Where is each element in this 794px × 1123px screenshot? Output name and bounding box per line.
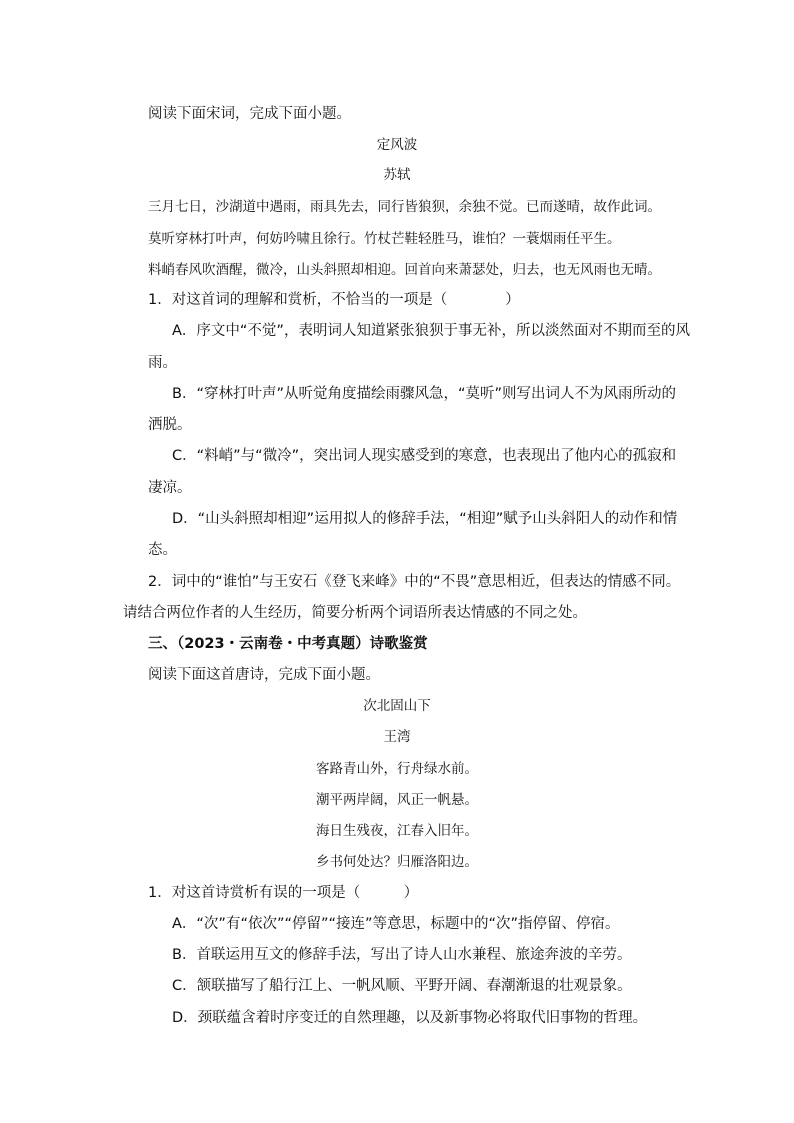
option-c: C．“料峭”与“微冷”，突出词人现实感受到的寒意，也表现出了他内心的孤寂和 — [172, 448, 677, 464]
option-c-2: C．颔联描写了船行江上、一帆风顺、平野开阔、春潮渐退的壮观景象。 — [172, 978, 632, 994]
poem2-line: 乡书何处达？归雁洛阳边。 — [316, 854, 478, 870]
section-intro: 阅读下面这首唐诗，完成下面小题。 — [148, 667, 380, 683]
option-d-continued: 态。 — [148, 542, 177, 558]
poem2-line: 海日生残夜，江春入旧年。 — [316, 823, 478, 839]
question-2-continued: 请结合两位作者的人生经历，简要分析两个词语所表达情感的不同之处。 — [123, 605, 587, 621]
option-b-continued: 洒脱。 — [148, 417, 192, 433]
option-a-2: A．“次”有“依次”“停留”“接连”等意思，标题中的“次”指停留、停宿。 — [172, 916, 620, 932]
option-a-continued: 雨。 — [148, 355, 177, 371]
question-stem-2: 1．对这首诗赏析有误的一项是（ ） — [148, 885, 419, 901]
option-b-2: B．首联运用互文的修辞手法，写出了诗人山水兼程、旅途奔波的辛劳。 — [172, 947, 632, 963]
poem2-line: 潮平两岸阔，风正一帆悬。 — [316, 792, 478, 808]
poem2-author: 王湾 — [383, 729, 411, 745]
poem-line: 料峭春风吹酒醒，微冷，山头斜照却相迎。回首向来萧瑟处，归去，也无风雨也无晴。 — [148, 262, 661, 278]
poem-line: 莫听穿林打叶声，何妨吟啸且徐行。竹杖芒鞋轻胜马，谁怕？一蓑烟雨任平生。 — [148, 231, 621, 247]
poem-author: 苏轼 — [383, 167, 411, 183]
reading-intro: 阅读下面宋词，完成下面小题。 — [148, 106, 351, 122]
question-stem: 1．对这首词的理解和赏析，不恰当的一项是（ ） — [148, 292, 520, 308]
option-d: D．“山头斜照却相迎”运用拟人的修辞手法，“相迎”赋予山头斜阳人的动作和情 — [172, 511, 678, 527]
option-b: B．“穿林打叶声”从听觉角度描绘雨骤风急，“莫听”则写出词人不为风雨所动的 — [172, 386, 676, 402]
poem-preface: 三月七日，沙湖道中遇雨，雨具先去，同行皆狼狈，余独不觉。已而遂晴，故作此词。 — [148, 199, 661, 215]
poem2-line: 客路青山外，行舟绿水前。 — [316, 761, 478, 777]
option-a: A．序文中“不觉”，表明词人知道紧张狼狈于事无补，所以淡然面对不期而至的风 — [172, 323, 690, 339]
poem2-title: 次北固山下 — [363, 698, 431, 714]
section-heading: 三、（2023・云南卷・中考真题）诗歌鉴赏 — [148, 636, 428, 652]
question-2: 2．词中的“谁怕”与王安石《登飞来峰》中的“不畏”意思相近，但表达的情感不同。 — [148, 574, 681, 590]
option-d-2: D．颈联蕴含着时序变迁的自然理趣，以及新事物必将取代旧事物的哲理。 — [172, 1010, 648, 1026]
option-c-continued: 凄凉。 — [148, 480, 192, 496]
poem-title: 定风波 — [376, 137, 418, 153]
